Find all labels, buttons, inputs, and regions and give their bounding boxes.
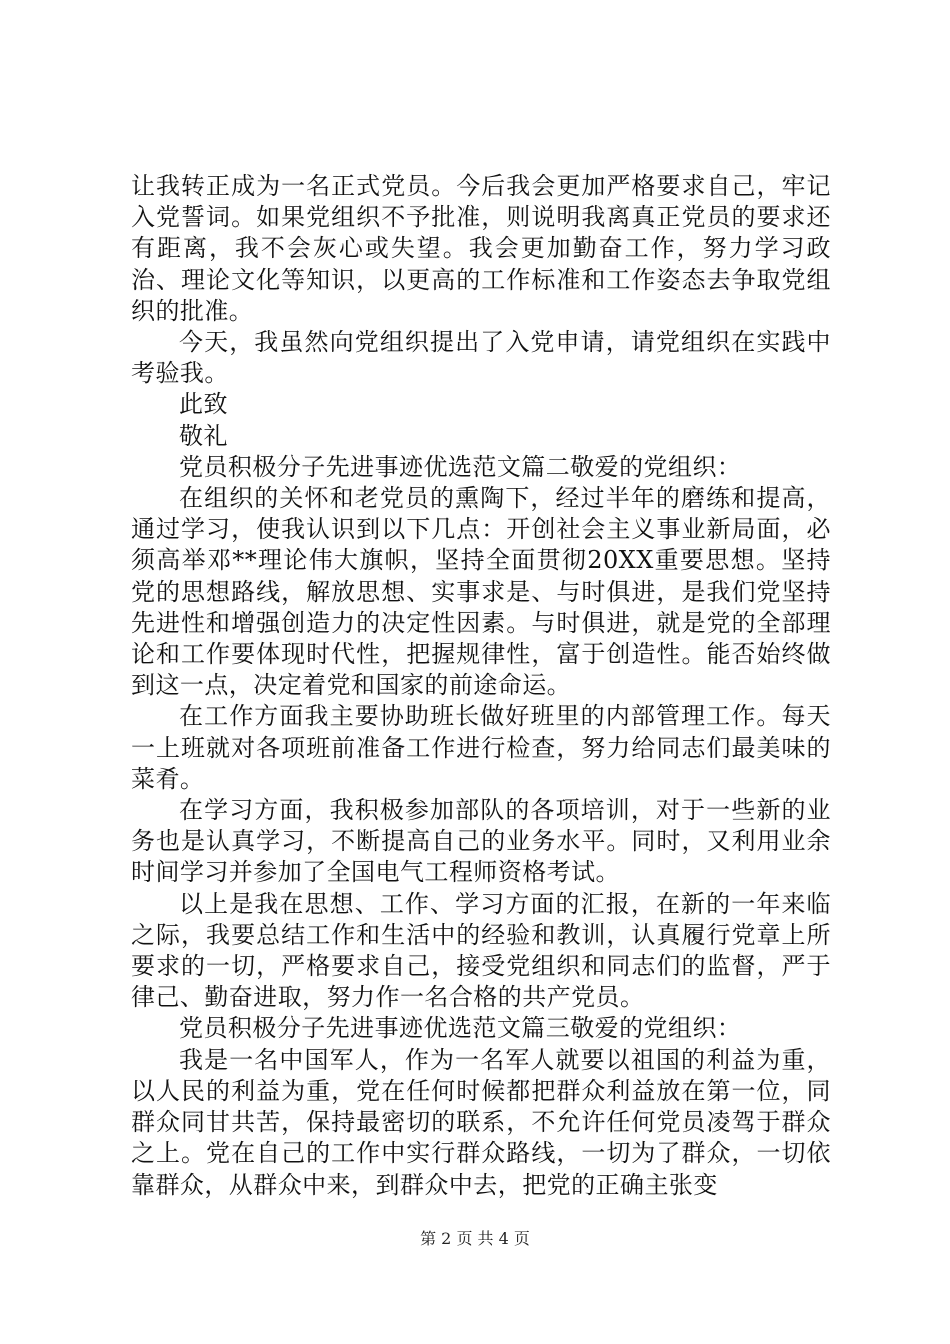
salutation-jingli: 敬礼 bbox=[179, 421, 228, 450]
paragraph-4: 在工作方面我主要协助班长做好班里的内部管理工作。每天一上班就对各项班前准备工作进行检查，努力给同志们最美味的菜肴。 bbox=[131, 702, 831, 793]
paragraph-7: 我是一名中国军人，作为一名军人就要以祖国的利益为重，以人民的利益为重，党在任何时候都把群众利益放在第一位，同群众同甘共苦，保持最密切的联系，不允许任何党员凌驾于群众之上。党在自己的工作中实行群众路线，一切为了群众，一切依靠群众，从群众中来，到群众中去，把党的正确主张变 bbox=[131, 1045, 831, 1199]
page-number-footer: 第 2 页 共 4 页 bbox=[420, 1229, 530, 1248]
paragraph-6: 以上是我在思想、工作、学习方面的汇报，在新的一年来临之际，我要总结工作和生活中的经验和教训，认真履行党章上所要求的一切，严格要求自己，接受党组织和同志们的监督，严于律己、勤奋进取，努力作一名合格的共产党员。 bbox=[131, 889, 831, 1012]
salutation-cizhi: 此致 bbox=[179, 390, 228, 419]
paragraph-3: 在组织的关怀和老党员的熏陶下，经过半年的磨练和提高，通过学习，使我认识到以下几点：开创社会主义事业新局面，必须高举邓**理论伟大旗帜，坚持全面贯彻20XX重要思想。坚持党的思想路线，解放思想、实事求是、与时俱进，是我们党坚持先进性和增强创造力的决定性因素。与时俱进，就是党的全部理论和工作要体现时代性，把握规律性，富于创造性。能否始终做到这一点，决定着党和国家的前途命运。 bbox=[131, 484, 831, 700]
paragraph-2: 今天，我虽然向党组织提出了入党申请，请党组织在实践中考验我。 bbox=[131, 328, 831, 388]
section-heading-2: 党员积极分子先进事迹优选范文篇二敬爱的党组织： bbox=[179, 452, 742, 481]
paragraph-5: 在学习方面，我积极参加部队的各项培训，对于一些新的业务也是认真学习，不断提高自己的业务水平。同时，又利用业余时间学习并参加了全国电气工程师资格考试。 bbox=[131, 796, 831, 887]
section-heading-3: 党员积极分子先进事迹优选范文篇三敬爱的党组织： bbox=[179, 1014, 742, 1043]
paragraph-1: 让我转正成为一名正式党员。今后我会更加严格要求自己，牢记入党誓词。如果党组织不予批准，则说明我离真正党员的要求还有距离，我不会灰心或失望。我会更加勤奋工作，努力学习政治、理论文化等知识，以更高的工作标准和工作姿态去争取党组织的批准。 bbox=[131, 172, 831, 325]
document-body bbox=[131, 171, 831, 1201]
